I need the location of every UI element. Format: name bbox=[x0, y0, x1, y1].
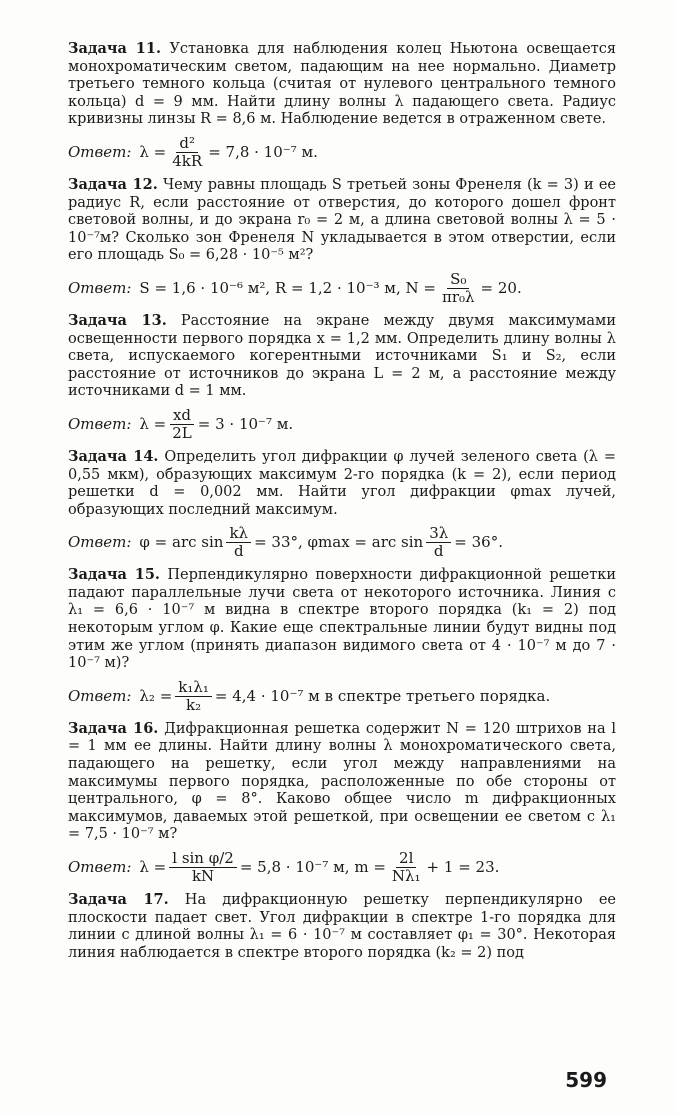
denominator: 2L bbox=[172, 423, 192, 442]
task-15 bbox=[68, 566, 616, 673]
answer-13 bbox=[68, 407, 616, 442]
task-text: Определить угол дифракции φ лучей зеленого света (λ = 0,55 мкм), образующих максимум 2-го порядка (k = 2), если период решетки d = 0,002 мм. Найти угол дифракции φmax лучей, образующих последний максимум. bbox=[68, 448, 617, 518]
fraction bbox=[439, 271, 478, 306]
answer-11 bbox=[68, 135, 616, 170]
answer-label: Ответ: bbox=[68, 532, 132, 551]
task-16 bbox=[68, 720, 616, 844]
answer-label: Ответ: bbox=[68, 686, 132, 705]
task-text: На дифракционную решетку перпендикулярно ее плоскости падает свет. Угол дифракции в спектре 1-го порядка для линии с длиной волны λ₁ = 6 · 10⁻⁷ м составляет φ₁ = 30°. Некоторая линия наблюдается в спектре второго порядка (k₂ = 2) под bbox=[68, 892, 616, 961]
denominator: d bbox=[433, 542, 444, 561]
denominator: d bbox=[233, 542, 244, 561]
numerator: k₁λ₁ bbox=[175, 679, 212, 697]
fraction bbox=[169, 407, 195, 442]
answer-lhs: λ = bbox=[139, 142, 167, 161]
answer-rhs: = 4,4 · 10⁻⁷ м в спектре третьего порядка. bbox=[214, 686, 551, 705]
answer-rhs: = 20. bbox=[480, 278, 522, 297]
task-14 bbox=[68, 448, 616, 519]
denominator: k₂ bbox=[186, 695, 202, 714]
answer-label: Ответ: bbox=[68, 278, 132, 297]
answer-lhs: φ = arc sin bbox=[139, 532, 224, 551]
numerator: 2l bbox=[396, 850, 416, 868]
task-text: Установка для наблюдения колец Ньютона освещается монохроматическим светом, падающим на нее нормально. Диаметр третьего темного кольца (считая от нулевого центрального темного кольца) d = 9 мм. Найти длину волны λ падающего света. Радиус кривизны линзы R = 8,6 м. Наблюдение ведется в отраженном свете. bbox=[68, 41, 616, 128]
task-text: Расстояние на экране между двумя максимумами освещенности первого порядка x = 1,2 мм. Определить длину волны λ света, испускаемого когерентными источниками S₁ и S₂, если расстояние от источников до экрана L = 2 м, а расстояние между источниками d = 1 мм. bbox=[68, 312, 616, 400]
answer-rhs: = 3 · 10⁻⁷ м. bbox=[197, 414, 294, 433]
task-number: Задача 13. bbox=[68, 311, 167, 329]
answer-12 bbox=[68, 271, 616, 306]
numerator: 3λ bbox=[426, 525, 451, 543]
answer-16 bbox=[68, 850, 616, 885]
task-number: Задача 11. bbox=[68, 40, 162, 57]
answer-label: Ответ: bbox=[68, 857, 132, 876]
answer-mid: = 5,8 · 10⁻⁷ м, m = bbox=[239, 857, 386, 876]
numerator: l sin φ/2 bbox=[169, 850, 237, 868]
page-number: 599 bbox=[565, 1068, 607, 1092]
denominator: πr₀λ bbox=[441, 287, 475, 306]
fraction bbox=[175, 679, 212, 714]
task-number: Задача 17. bbox=[68, 891, 169, 908]
denominator: 4kR bbox=[172, 151, 203, 170]
denominator: kN bbox=[191, 867, 215, 885]
answer-label: Ответ: bbox=[68, 142, 132, 161]
answer-mid: = 33°, φmax = arc sin bbox=[254, 532, 424, 551]
answer-lhs: S = 1,6 · 10⁻⁶ м², R = 1,2 · 10⁻³ м, N = bbox=[139, 278, 436, 297]
fraction bbox=[169, 850, 237, 885]
answer-rhs: = 7,8 · 10⁻⁷ м. bbox=[208, 142, 318, 161]
answer-lhs: λ = bbox=[139, 414, 167, 433]
answer-14 bbox=[68, 525, 616, 560]
fraction bbox=[169, 135, 205, 170]
page-content bbox=[68, 40, 616, 962]
fraction-2 bbox=[389, 850, 424, 885]
task-11 bbox=[68, 40, 616, 129]
answer-rhs: + 1 = 23. bbox=[426, 857, 500, 876]
answer-15 bbox=[68, 679, 616, 714]
answer-rhs: = 36°. bbox=[454, 532, 503, 551]
task-text: Перпендикулярно поверхности дифракционной решетки падают параллельные лучи света от некоторого источника. Линия с λ₁ = 6,6 · 10⁻⁷ м видна в спектре второго порядка (k₁ = 2) под некоторым углом φ. Какие еще спектральные линии будут видны под этим же углом (принять диапазон видимого света от 4 · 10⁻⁷ м до 7 · 10⁻⁷ м)? bbox=[68, 567, 617, 672]
numerator: kλ bbox=[226, 525, 251, 543]
task-12 bbox=[68, 176, 616, 265]
numerator: S₀ bbox=[447, 271, 469, 289]
task-13 bbox=[68, 312, 616, 401]
fraction-2 bbox=[426, 525, 451, 560]
task-text: Дифракционная решетка содержит N = 120 штрихов на l = 1 мм ее длины. Найти длину волны λ монохроматического света, падающего на решетку, если угол между направлениями на максимумы первого порядка, расположенные по обе стороны от центрального, φ = 8°. Каково общее число m дифракционных максимумов, даваемых этой решеткой, при освещении ее светом с λ₁ = 7,5 · 10⁻⁷ м? bbox=[68, 720, 616, 843]
denominator: Nλ₁ bbox=[391, 867, 421, 885]
numerator: d² bbox=[176, 135, 198, 153]
answer-lhs: λ₂ = bbox=[139, 686, 173, 705]
task-text: Чему равны площадь S третьей зоны Френеля (k = 3) и ее радиус R, если расстояние от отверстия, до которого дошел фронт световой волны, и до экрана r₀ = 2 м, а длина световой волны λ = 5 · 10⁻⁷м? Сколько зон Френеля N укладывается в этом отверстии, если его площадь S₀ = 6,28 · 10⁻⁵ м²? bbox=[68, 176, 616, 264]
answer-lhs: λ = bbox=[139, 857, 167, 876]
fraction bbox=[226, 525, 251, 560]
task-number: Задача 15. bbox=[68, 566, 160, 584]
numerator: xd bbox=[170, 407, 194, 425]
answer-label: Ответ: bbox=[68, 414, 132, 433]
task-number: Задача 16. bbox=[68, 719, 159, 737]
task-number: Задача 14. bbox=[68, 447, 159, 465]
task-17 bbox=[68, 891, 616, 962]
task-number: Задача 12. bbox=[68, 175, 158, 193]
